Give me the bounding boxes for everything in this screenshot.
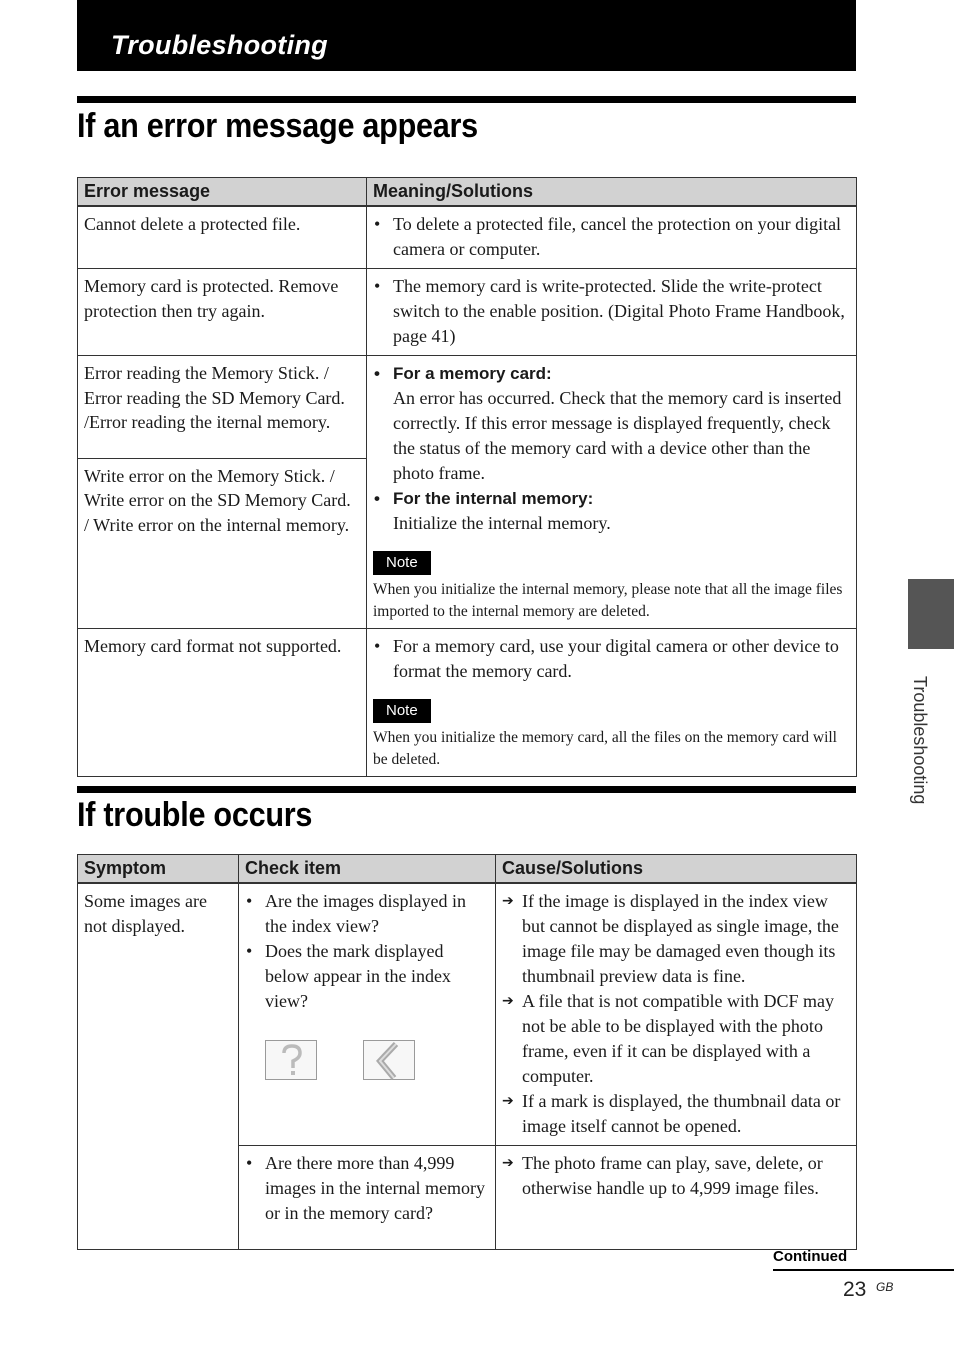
broken-file-icon — [363, 1040, 415, 1080]
table-row — [78, 356, 857, 459]
table-row — [78, 269, 857, 356]
check-item-cell — [239, 1146, 496, 1250]
error-message-cell: Cannot delete a protected file. — [78, 206, 367, 269]
error-section-title: If an error message appears — [77, 107, 478, 145]
column-header: Error message — [78, 178, 367, 207]
section-banner — [77, 0, 856, 71]
column-header: Check item — [239, 855, 496, 884]
cause-item: ➔ If a mark is displayed, the thumbnail data or image itself cannot be opened. — [502, 1089, 850, 1139]
side-section-label: Troubleshooting — [910, 676, 930, 805]
check-item: • Are the images displayed in the index view? — [245, 889, 489, 939]
solution-item: • The memory card is write-protected. Slide the write-protect switch to the enable position. (Digital Photo Frame Handbook, page 41) — [373, 274, 850, 349]
error-message-cell: Memory card is protected. Remove protection then try again. — [78, 269, 367, 356]
page-language-code: GB — [876, 1280, 894, 1294]
column-header: Symptom — [78, 855, 239, 884]
symptom-cell: Some images are not displayed. — [78, 883, 239, 1250]
section-title: Troubleshooting — [111, 30, 328, 60]
table-header-row — [78, 178, 857, 207]
check-item-cell — [239, 883, 496, 1146]
column-header: Meaning/Solutions — [367, 178, 857, 207]
error-message-cell: Error reading the Memory Stick. / Error reading the SD Memory Card. /Error reading the iternal memory. — [78, 356, 367, 459]
error-message-cell: Write error on the Memory Stick. / Write error on the SD Memory Card. / Write error on the internal memory. — [78, 458, 367, 628]
cause-cell — [496, 883, 857, 1146]
solution-heading: • For a memory card: — [373, 361, 850, 386]
heading-rule — [77, 96, 856, 103]
solution-item: • To delete a protected file, cancel the protection on your digital camera or computer. — [373, 212, 850, 262]
page-number: 23 — [843, 1278, 867, 1301]
check-item: • Are there more than 4,999 images in the internal memory or in the memory card? — [245, 1151, 489, 1226]
thumbnail-marks — [245, 1030, 489, 1110]
solution-heading: • For the internal memory: — [373, 486, 850, 511]
solution-cell — [367, 269, 857, 356]
unknown-file-icon — [265, 1040, 317, 1080]
note-text: When you initialize the memory card, all the files on the memory card will be deleted. — [373, 729, 837, 768]
cause-cell — [496, 1146, 857, 1250]
note-badge: Note — [373, 551, 431, 575]
footer-rule — [773, 1269, 954, 1271]
solution-cell — [367, 629, 857, 777]
error-table — [77, 177, 857, 777]
solution-cell — [367, 356, 857, 629]
note-text: When you initialize the internal memory, please note that all the image files imported to the internal memory are deleted. — [373, 581, 843, 620]
table-row — [78, 629, 857, 777]
heading-rule — [77, 786, 856, 793]
cause-item: ➔ A file that is not compatible with DCF may not be able to be displayed with the photo frame, even if it can be displayed with a computer. — [502, 989, 850, 1089]
column-header: Cause/Solutions — [496, 855, 857, 884]
solution-text: Initialize the internal memory. — [393, 513, 611, 533]
solution-item: • For a memory card, use your digital camera or other device to format the memory card. — [373, 634, 850, 684]
cause-item: ➔ If the image is displayed in the index view but cannot be displayed as single image, the image file may be damaged even though its thumbnail preview data is fine. — [502, 889, 850, 989]
solution-cell — [367, 206, 857, 269]
note-badge: Note — [373, 699, 431, 723]
cause-item: ➔ The photo frame can play, save, delete, or otherwise handle up to 4,999 image files. — [502, 1151, 850, 1201]
check-item: • Does the mark displayed below appear in the index view? — [245, 939, 489, 1014]
trouble-section-title: If trouble occurs — [77, 796, 313, 834]
table-header-row — [78, 855, 857, 884]
solution-text: An error has occurred. Check that the memory card is inserted correctly. If this error message is displayed frequently, check the status of the memory card with a device other than the photo frame. — [393, 388, 842, 483]
trouble-table — [77, 854, 857, 1250]
side-index-tab — [908, 579, 954, 649]
error-message-cell: Memory card format not supported. — [78, 629, 367, 777]
table-row — [78, 206, 857, 269]
table-row — [78, 883, 857, 1146]
continued-label: Continued — [773, 1248, 848, 1265]
